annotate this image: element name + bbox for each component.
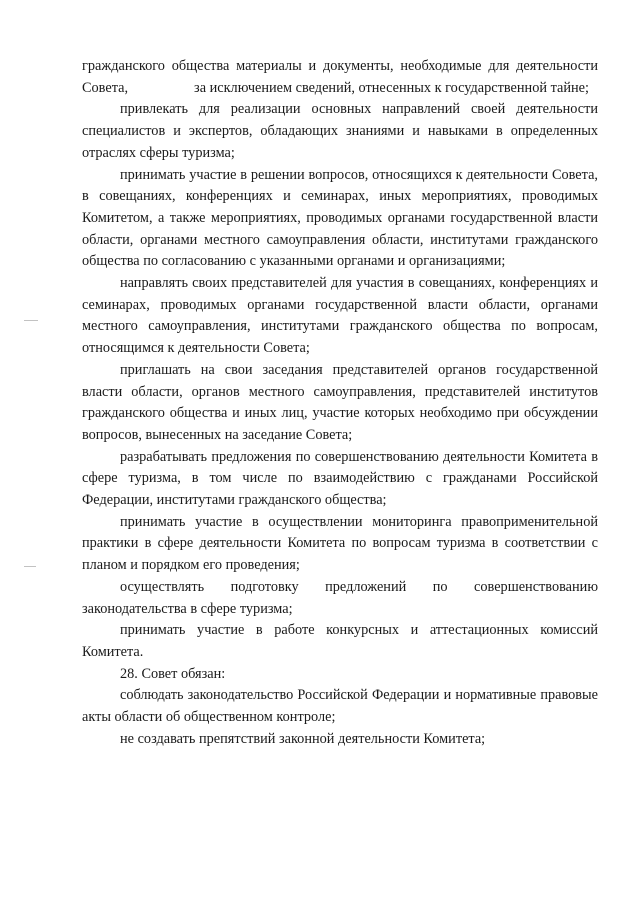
paragraph-7: принимать участие в осуществлении мониторинга правоприменительной практики в сфере деятельности Комитета по вопросам туризма в соответствии с планом и порядком его проведения; (82, 513, 598, 574)
scan-artifact-mark (24, 320, 38, 321)
document-body (82, 56, 598, 751)
paragraph-11: соблюдать законодательство Российской Федерации и нормативные правовые акты области об общественном контроле; (82, 687, 598, 726)
paragraph-5: приглашать на свои заседания представителей органов государственной власти области, органов местного самоуправления, представителей институтов гражданского общества и иных лиц, участие которых необходимо при обсуждении вопросов, вынесенных на заседание Совета; (82, 361, 598, 443)
paragraph-8: осуществлять подготовку предложений по совершенствованию законодательства в сфере туризма; (82, 578, 598, 617)
paragraph-4: направлять своих представителей для участия в совещаниях, конференциях и семинарах, проводимых органами государственной власти области, органами местного самоуправления, институтами гражданского общества по вопросам, относящимся к деятельности Совета; (82, 275, 598, 357)
paragraph-1-text-continued: за исключением сведений, отнесенных к государственной тайне; (194, 79, 589, 96)
paragraph-3: принимать участие в решении вопросов, относящихся к деятельности Совета, в совещаниях, конференциях и семинарах, иных мероприятиях, проводимых Комитетом, а также мероприятиях, проводимых органами государственной власти области, органами местного самоуправления области, институтами гражданского общества по согласованию с указанными органами и организациями; (82, 166, 598, 270)
paragraph-1 (82, 56, 598, 99)
scan-artifact-mark (24, 566, 36, 567)
paragraph-2: привлекать для реализации основных направлений своей деятельности специалистов и экспертов, обладающих знаниями и навыками в определенных отраслях сферы туризма; (82, 101, 598, 161)
paragraph-12: не создавать препятствий законной деятельности Комитета; (120, 730, 486, 747)
paragraph-1-text: гражданского общества материалы и документы, необходимые для деятельности Совета, (82, 58, 598, 96)
paragraph-6: разрабатывать предложения по совершенствованию деятельности Комитета в сфере туризма, в том числе по взаимодействию с гражданами Российской Федерации, институтами гражданского общества; (82, 448, 598, 509)
paragraph-10: 28. Совет обязан: (120, 665, 226, 682)
paragraph-9: принимать участие в работе конкурсных и аттестационных комиссий Комитета. (82, 622, 598, 660)
